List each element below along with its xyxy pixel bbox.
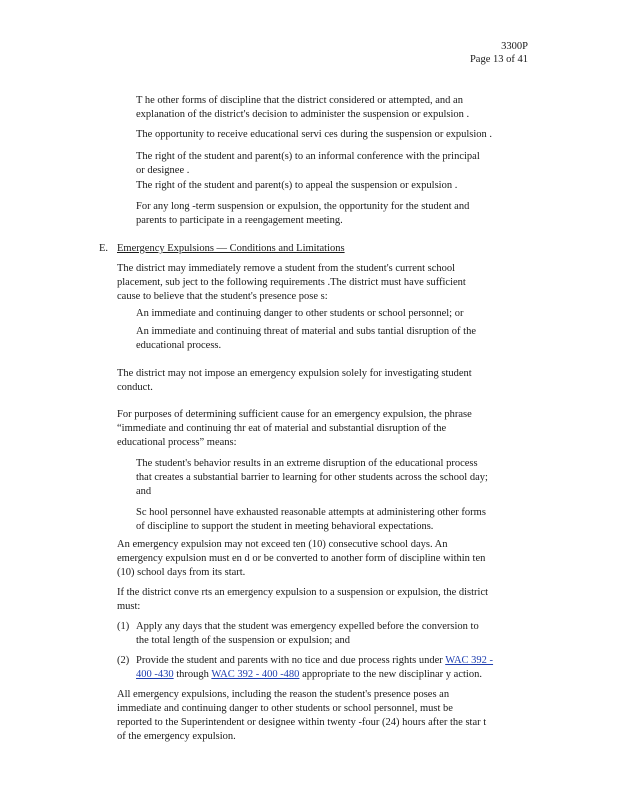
list-item-line: The student's behavior results in an extreme disruption of the educational process (136, 458, 478, 469)
paragraph-line: must: (117, 601, 141, 612)
paragraph-line: An emergency expulsion may not exceed ten (10) consecutive school days. An (117, 539, 448, 550)
policy-code: 3300P (501, 41, 528, 52)
list-item-line: An immediate and continuing danger to other students or school personnel; or (136, 308, 464, 319)
numbered-item-line: Apply any days that the student was emergency expelled before the conversion to (136, 621, 479, 632)
numbered-item-number: (2) (117, 655, 130, 666)
paragraph-all-expulsions (117, 688, 486, 744)
list-item-line: An immediate and continuing threat of material and subs tantial disruption of the (136, 326, 476, 337)
page-number: Page 13 of 41 (469, 54, 528, 65)
paragraph-line: All emergency expulsions, including the reason the student's presence poses an (117, 689, 450, 700)
paragraph-line: cause to believe that the student's presence pose s: (117, 291, 328, 302)
paragraph-line: educational process” means: (117, 437, 237, 448)
numbered-item-text: Provide the student and parents with no tice and due process rights under (136, 655, 446, 666)
paragraph-line: of the emergency expulsion. (117, 731, 236, 742)
paragraph-line: reported to the Superintendent or designee within twenty -four (24) hours after the star t (117, 717, 487, 728)
list-item-line: For any long -term suspension or expulsion, the opportunity for the student and (136, 201, 470, 212)
list-item (136, 307, 463, 321)
list-item-line: T he other forms of discipline that the district considered or attempted, and an (136, 95, 463, 106)
paragraph-line: (10) school days from its start. (117, 567, 246, 578)
numbered-item (136, 620, 479, 648)
numbered-item-number: (1) (117, 621, 130, 632)
list-item-line: The opportunity to receive educational servi ces during the suspension or expulsion . (136, 129, 493, 140)
wac-link-400-430[interactable]: 400 -430 (136, 669, 174, 680)
list-item (136, 506, 486, 534)
page-header (470, 40, 528, 66)
numbered-item-line (136, 668, 493, 682)
list-item (136, 128, 492, 142)
paragraph-line: If the district conve rts an emergency expulsion to a suspension or expulsion, the district (117, 587, 489, 598)
list-item-line: The right of the student and parent(s) to appeal the suspension or expulsion . (136, 180, 458, 191)
wac-link-392-400-480[interactable]: WAC 392 - 400 -480 (211, 669, 300, 680)
list-item-line: or designee . (136, 165, 190, 176)
numbered-item-line (136, 654, 493, 668)
list-item-line: explanation of the district's decision to administer the suspension or expulsion . (136, 109, 470, 120)
list-item-line: of discipline to support the student in meeting behavioral expectations. (136, 521, 434, 532)
paragraph-line: conduct. (117, 382, 153, 393)
paragraph-converts (117, 586, 488, 614)
paragraph-line: placement, sub ject to the following requirements .The district must have sufficient (117, 277, 466, 288)
list-item-line: The right of the student and parent(s) to an informal conference with the principal (136, 151, 480, 162)
numbered-item-line: the total length of the suspension or expulsion; and (136, 635, 351, 646)
section-title: Emergency Expulsions — Conditions and Limitations (117, 243, 345, 254)
numbered-item (136, 654, 493, 682)
list-item (136, 150, 480, 178)
paragraph-line: “immediate and continuing thr eat of material and substantial disruption of the (117, 423, 447, 434)
paragraph-exceed (117, 538, 485, 580)
section-intro (117, 262, 466, 304)
list-item-line: and (136, 486, 152, 497)
list-item (136, 94, 469, 122)
paragraph-not-impose (117, 367, 472, 395)
list-item (136, 200, 469, 228)
paragraph-purposes (117, 408, 472, 450)
list-item-line: Sc hool personnel have exhausted reasonable attempts at administering other forms (136, 507, 486, 518)
paragraph-line: For purposes of determining sufficient cause for an emergency expulsion, the phrase (117, 409, 472, 420)
paragraph-line: emergency expulsion must en d or be converted to another form of discipline within ten (117, 553, 486, 564)
list-item (136, 325, 476, 353)
numbered-item-text: through (173, 669, 212, 680)
wac-link-392-400-430[interactable]: WAC 392 - (445, 655, 494, 666)
paragraph-line: The district may immediately remove a student from the student's current school (117, 263, 456, 274)
section-letter: E. (99, 243, 109, 254)
list-item-line: educational process. (136, 340, 222, 351)
list-item (136, 179, 457, 193)
list-item-line: parents to participate in a reengagement meeting. (136, 215, 343, 226)
numbered-item-text: appropriate to the new disciplinar y action. (299, 669, 482, 680)
list-item (136, 457, 488, 499)
list-item-line: that creates a substantial barrier to learning for other students across the school day; (136, 472, 488, 483)
paragraph-line: The district may not impose an emergency expulsion solely for investigating student (117, 368, 472, 379)
paragraph-line: immediate and continuing danger to other students or school personnel, must be (117, 703, 453, 714)
